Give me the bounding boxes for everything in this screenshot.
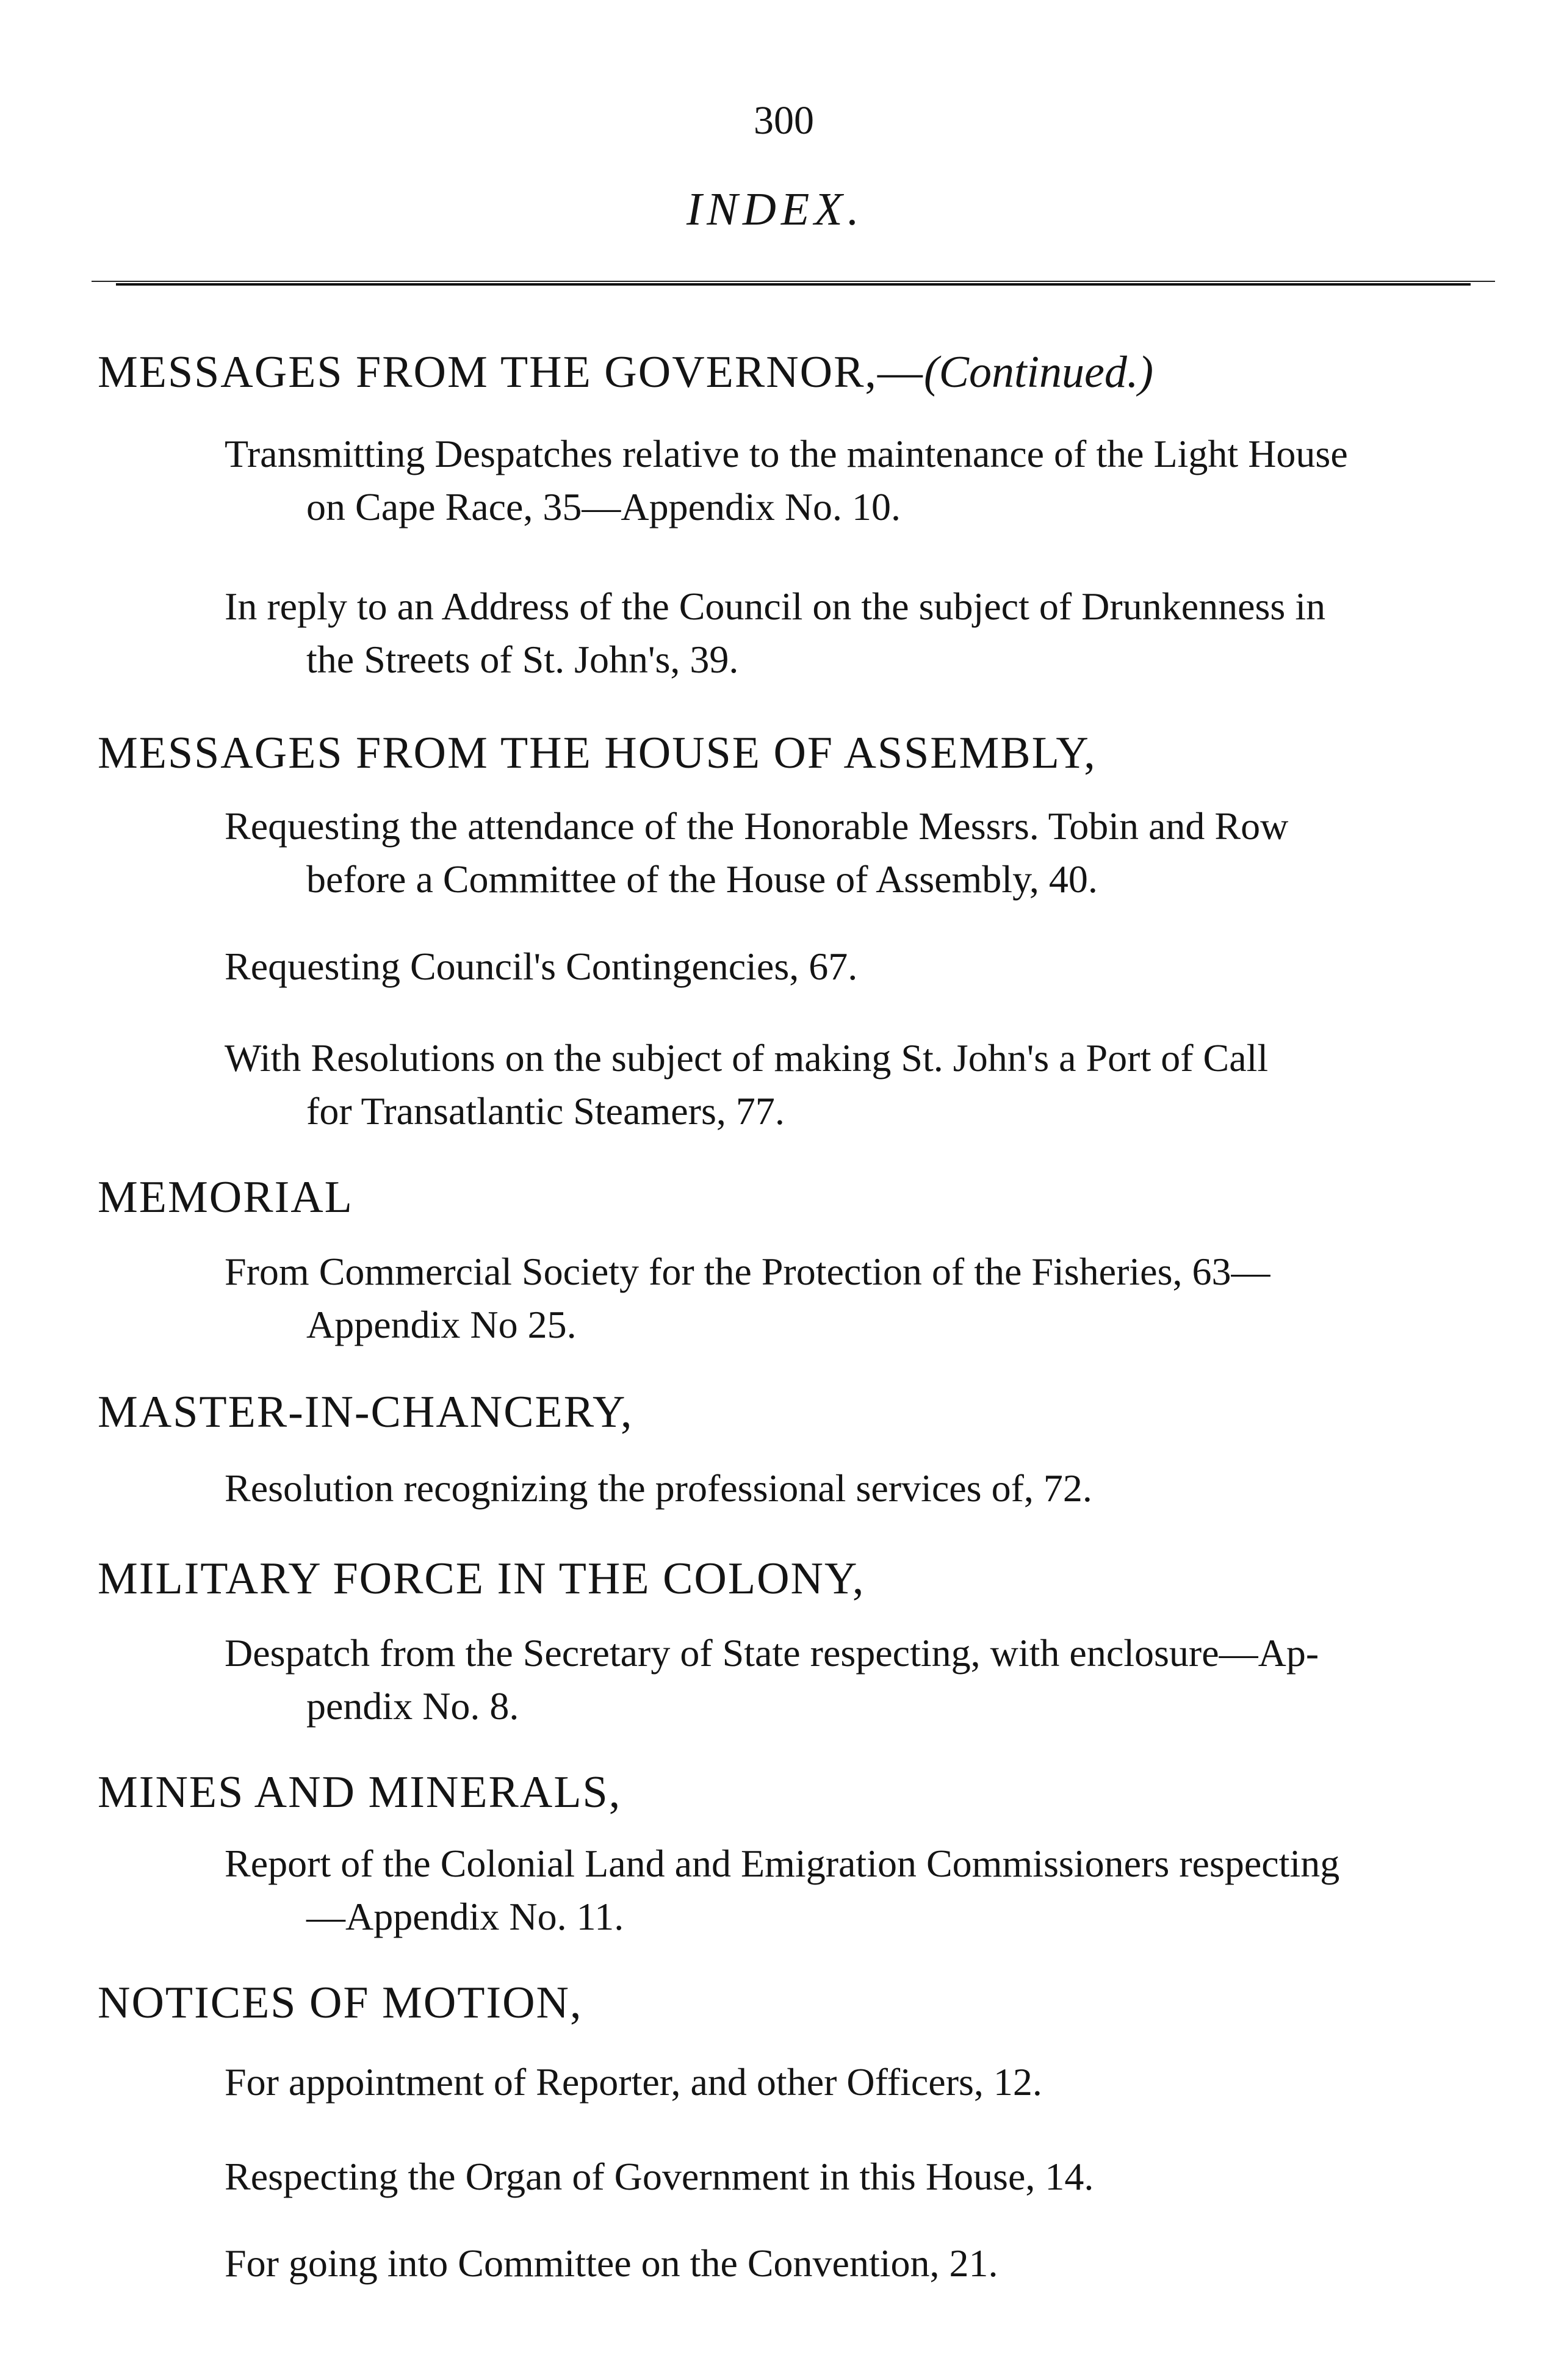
- index-entry: [225, 940, 1506, 993]
- entry-line: With Resolutions on the subject of making St. John's a Port of Call: [225, 1036, 1269, 1080]
- index-entry: [225, 427, 1506, 533]
- index-entry: [225, 580, 1506, 686]
- heading-text: MASTER-IN-CHANCERY,: [98, 1387, 633, 1437]
- entry-line: Despatch from the Secretary of State respecting, with enclosure—Ap-: [225, 1631, 1319, 1675]
- entry-line-continued: on Cape Race, 35—Appendix No. 10.: [306, 485, 901, 528]
- index-heading-messages-assembly: [98, 727, 1097, 779]
- entry-line-continued: pendix No. 8.: [306, 1684, 519, 1728]
- continued-note: (Continued.): [923, 347, 1154, 397]
- index-entry: [225, 1031, 1506, 1138]
- entry-line: In reply to an Address of the Council on the subject of Drunkenness in: [225, 585, 1326, 628]
- heading-text: NOTICES OF MOTION,: [98, 1978, 583, 2028]
- entry-line-continued: the Streets of St. John's, 39.: [306, 638, 739, 681]
- title-rule: [92, 279, 1495, 287]
- index-heading-military-force: [98, 1553, 865, 1605]
- heading-text: MINES AND MINERALS,: [98, 1767, 622, 1817]
- entry-line-continued: for Transatlantic Steamers, 77.: [306, 1089, 785, 1133]
- heading-text: MEMORIAL: [98, 1172, 353, 1222]
- index-heading-messages-governor: [98, 347, 1153, 398]
- entry-line-continued: —Appendix No. 11.: [306, 1895, 624, 1938]
- index-entry: [225, 1462, 1506, 1515]
- entry-line: Requesting the attendance of the Honorable Messrs. Tobin and Row: [225, 804, 1289, 848]
- entry-line: Report of the Colonial Land and Emigration Commissioners respecting: [225, 1842, 1340, 1885]
- entry-line: Transmitting Despatches relative to the maintenance of the Light House: [225, 432, 1348, 475]
- index-heading-memorial: [98, 1172, 353, 1224]
- index-heading-mines-minerals: [98, 1767, 621, 1819]
- heading-text: MILITARY FORCE IN THE COLONY,: [98, 1554, 865, 1604]
- page-title: INDEX.: [687, 184, 864, 235]
- entry-line: For going into Committee on the Convention, 21.: [225, 2241, 998, 2285]
- entry-line-continued: before a Committee of the House of Assembly, 40.: [306, 857, 1098, 901]
- index-entry: [225, 1245, 1506, 1351]
- index-entry: [225, 2150, 1506, 2203]
- entry-line-continued: Appendix No 25.: [306, 1303, 577, 1346]
- index-heading-master-in-chancery: [98, 1387, 633, 1438]
- entry-line: From Commercial Society for the Protection of the Fisheries, 63—: [225, 1250, 1270, 1293]
- index-heading-notices-of-motion: [98, 1977, 583, 2029]
- entry-line: Respecting the Organ of Government in this House, 14.: [225, 2155, 1094, 2198]
- heading-text: MESSAGES FROM THE HOUSE OF ASSEMBLY,: [98, 728, 1097, 778]
- index-entry: [225, 1626, 1506, 1733]
- entry-line: For appointment of Reporter, and other Officers, 12.: [225, 2060, 1042, 2104]
- index-entry: [225, 2237, 1506, 2290]
- index-entry: [225, 1837, 1506, 1943]
- heading-text: MESSAGES FROM THE GOVERNOR,—: [98, 347, 924, 397]
- index-entry: [225, 799, 1506, 906]
- entry-line: Resolution recognizing the professional services of, 72.: [225, 1466, 1092, 1510]
- entry-line: Requesting Council's Contingencies, 67.: [225, 945, 858, 988]
- index-entry: [225, 2055, 1506, 2108]
- page-number: 300: [754, 98, 814, 143]
